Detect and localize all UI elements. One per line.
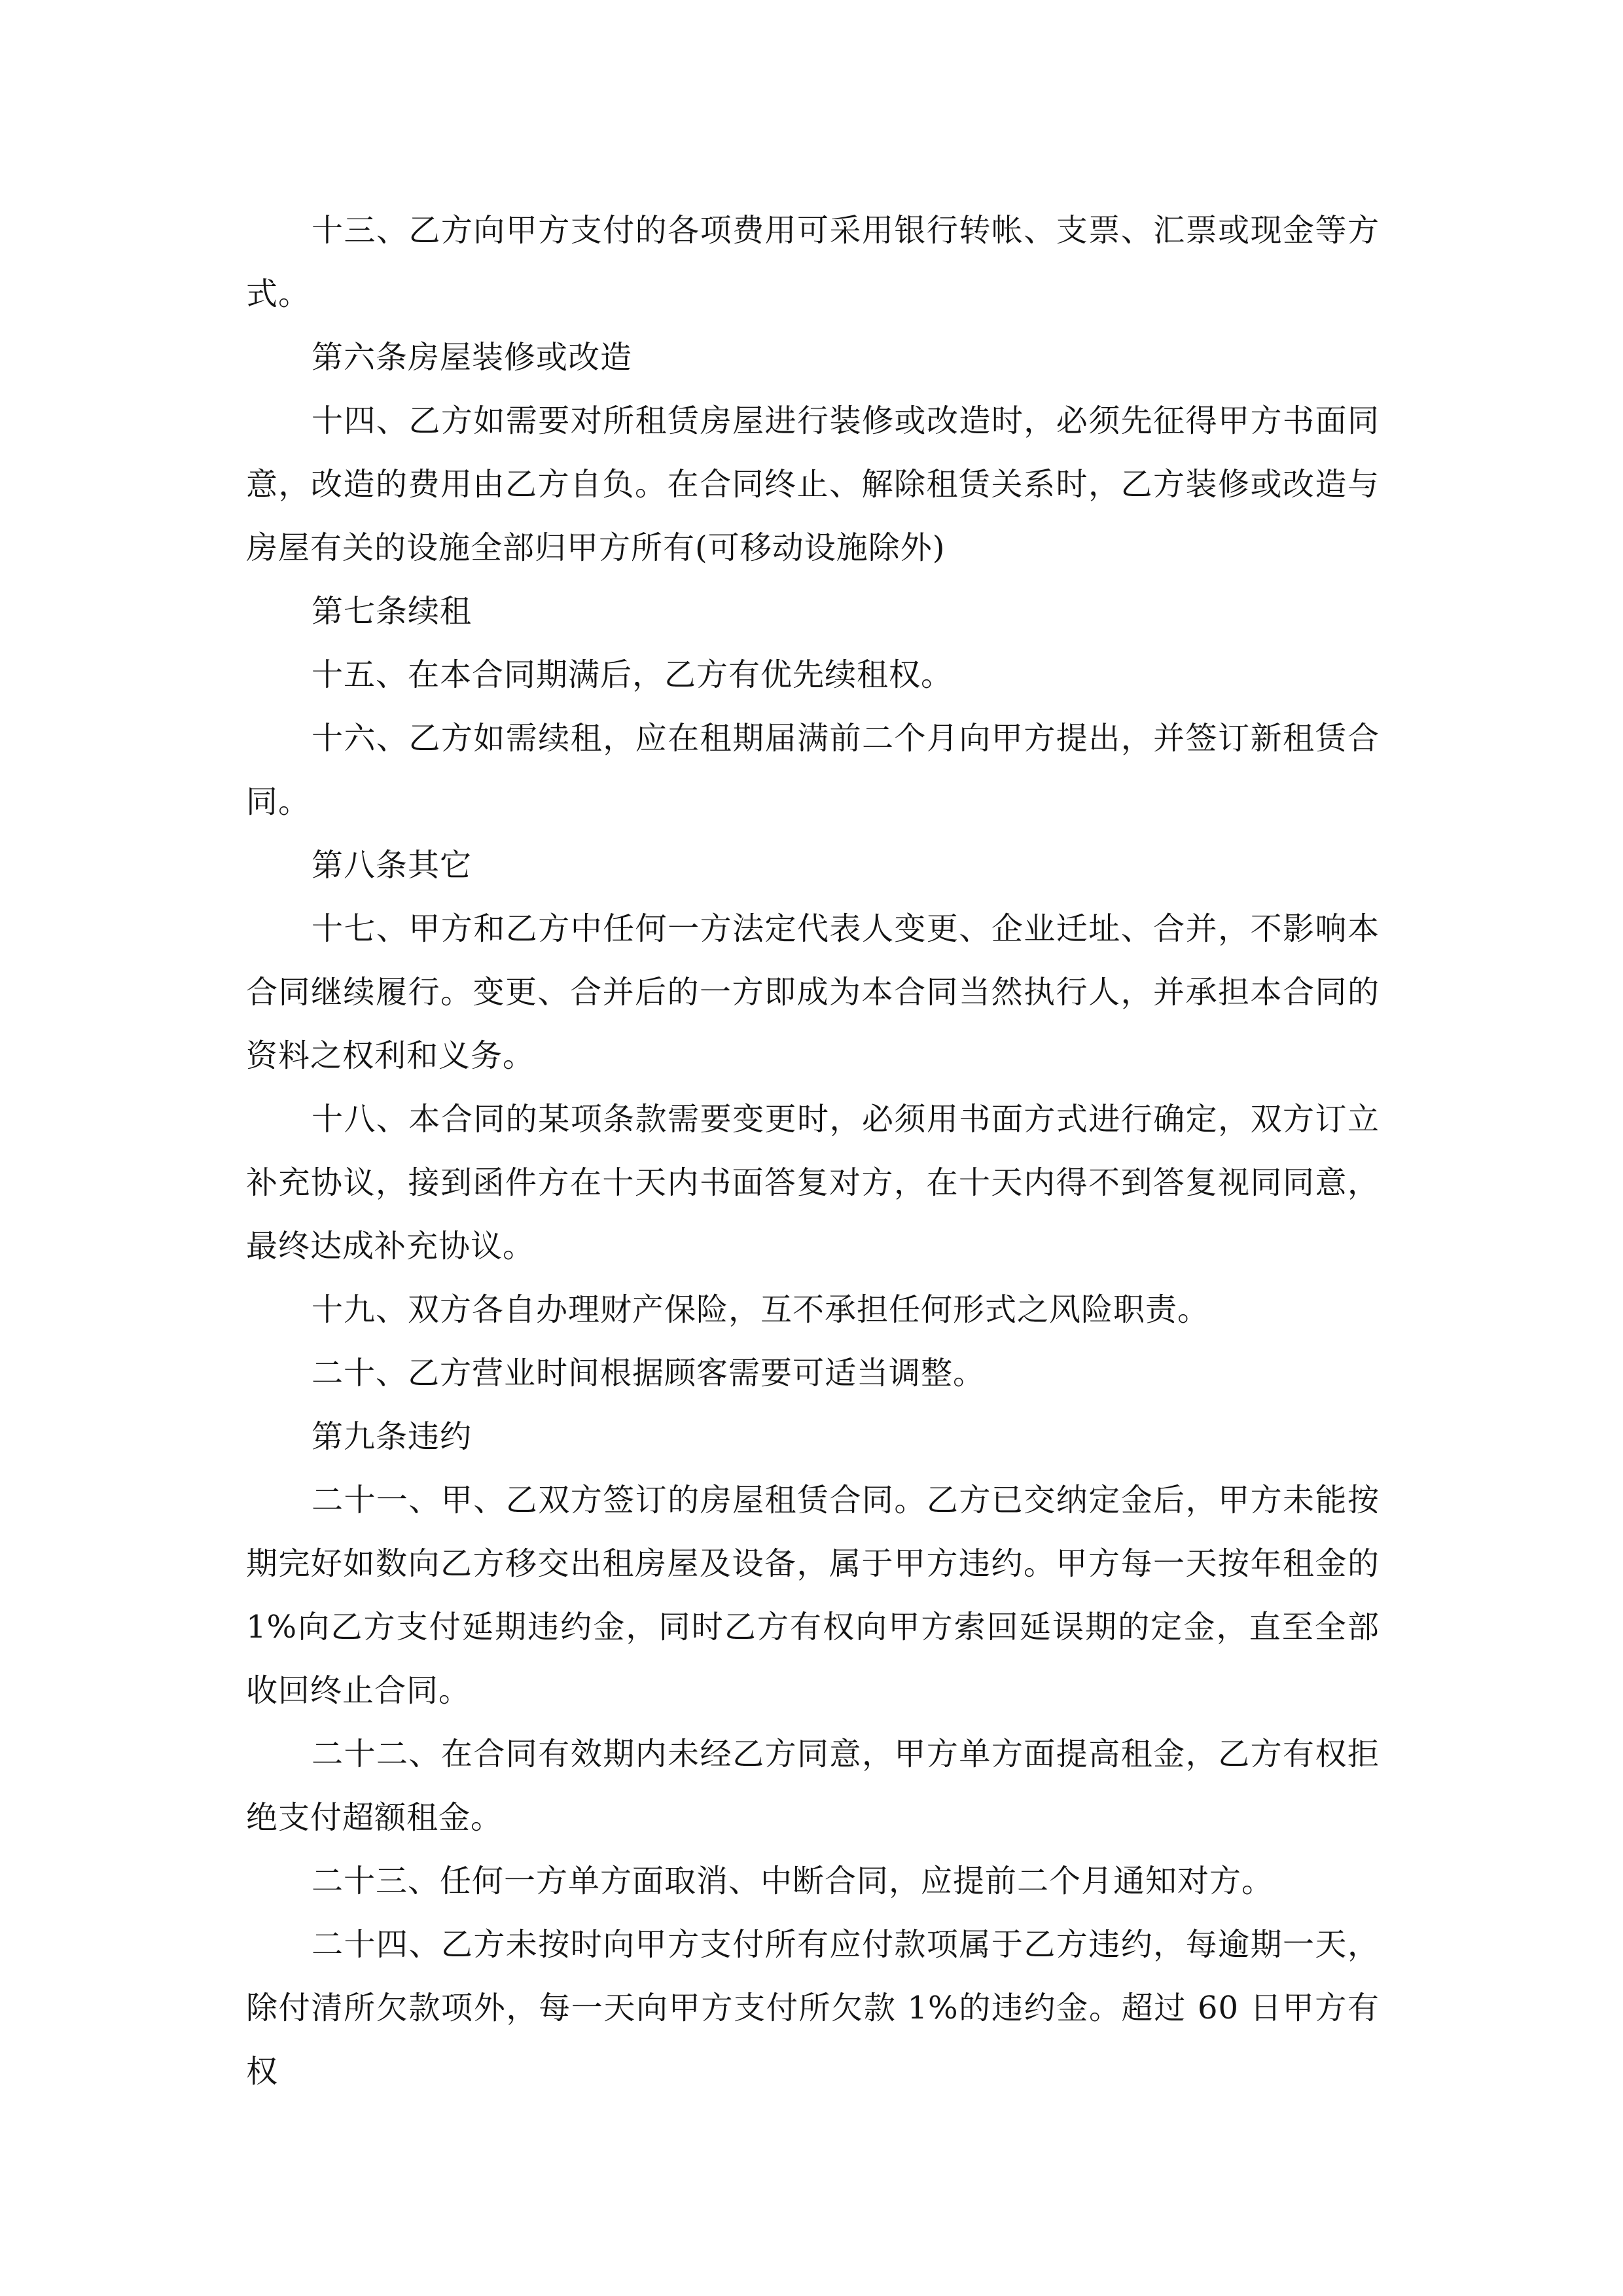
article-8-heading: 第八条其它: [312, 847, 473, 884]
clause-23: 二十三、任何一方单方面取消、中断合同，应提前二个月通知对方。: [312, 1863, 1274, 1899]
clause-19: 十九、双方各自办理财产保险，互不承担任何形式之风险职责。: [312, 1291, 1210, 1328]
article-9-heading: 第九条违约: [312, 1418, 473, 1455]
clause-21: 二十一、甲、乙双方签订的房屋租赁合同。乙方已交纳定金后，甲方未能按期完好如数向乙方移交出租房屋及设备，属于甲方违约。甲方每一天按年租金的1%向乙方支付延期违约金，同时乙方有权向甲方索回延误期的定金，直至全部收回终止合同。: [246, 1482, 1380, 1709]
clause-17: 十七、甲方和乙方中任何一方法定代表人变更、企业迁址、合并，不影响本合同继续履行。变更、合并后的一方即成为本合同当然执行人，并承担本合同的资料之权利和义务。: [246, 910, 1380, 1074]
clause-18: 十八、本合同的某项条款需要变更时，必须用书面方式进行确定，双方订立补充协议，接到函件方在十天内书面答复对方，在十天内得不到答复视同同意，最终达成补充协议。: [246, 1101, 1380, 1265]
clause-20: 二十、乙方营业时间根据顾客需要可适当调整。: [312, 1355, 986, 1391]
article-6-heading: 第六条房屋装修或改造: [312, 339, 633, 376]
clause-22: 二十二、在合同有效期内未经乙方同意，甲方单方面提高租金，乙方有权拒绝支付超额租金。: [246, 1736, 1380, 1836]
document-page: [246, 199, 1380, 2104]
clause-24: 二十四、乙方未按时向甲方支付所有应付款项属于乙方违约，每逾期一天，除付清所欠款项外，每一天向甲方支付所欠款 1%的违约金。超过 60 日甲方有权: [246, 1926, 1380, 2090]
article-7-heading: 第七条续租: [312, 593, 473, 630]
clause-13: 十三、乙方向甲方支付的各项费用可采用银行转帐、支票、汇票或现金等方式。: [246, 212, 1380, 312]
clause-16: 十六、乙方如需续租，应在租期届满前二个月向甲方提出，并签订新租赁合同。: [246, 720, 1380, 820]
clause-14: 十四、乙方如需要对所租赁房屋进行装修或改造时，必须先征得甲方书面同意，改造的费用由乙方自负。在合同终止、解除租赁关系时，乙方装修或改造与房屋有关的设施全部归甲方所有(可移动设施除外): [246, 403, 1380, 566]
clause-15: 十五、在本合同期满后，乙方有优先续租权。: [312, 656, 954, 693]
